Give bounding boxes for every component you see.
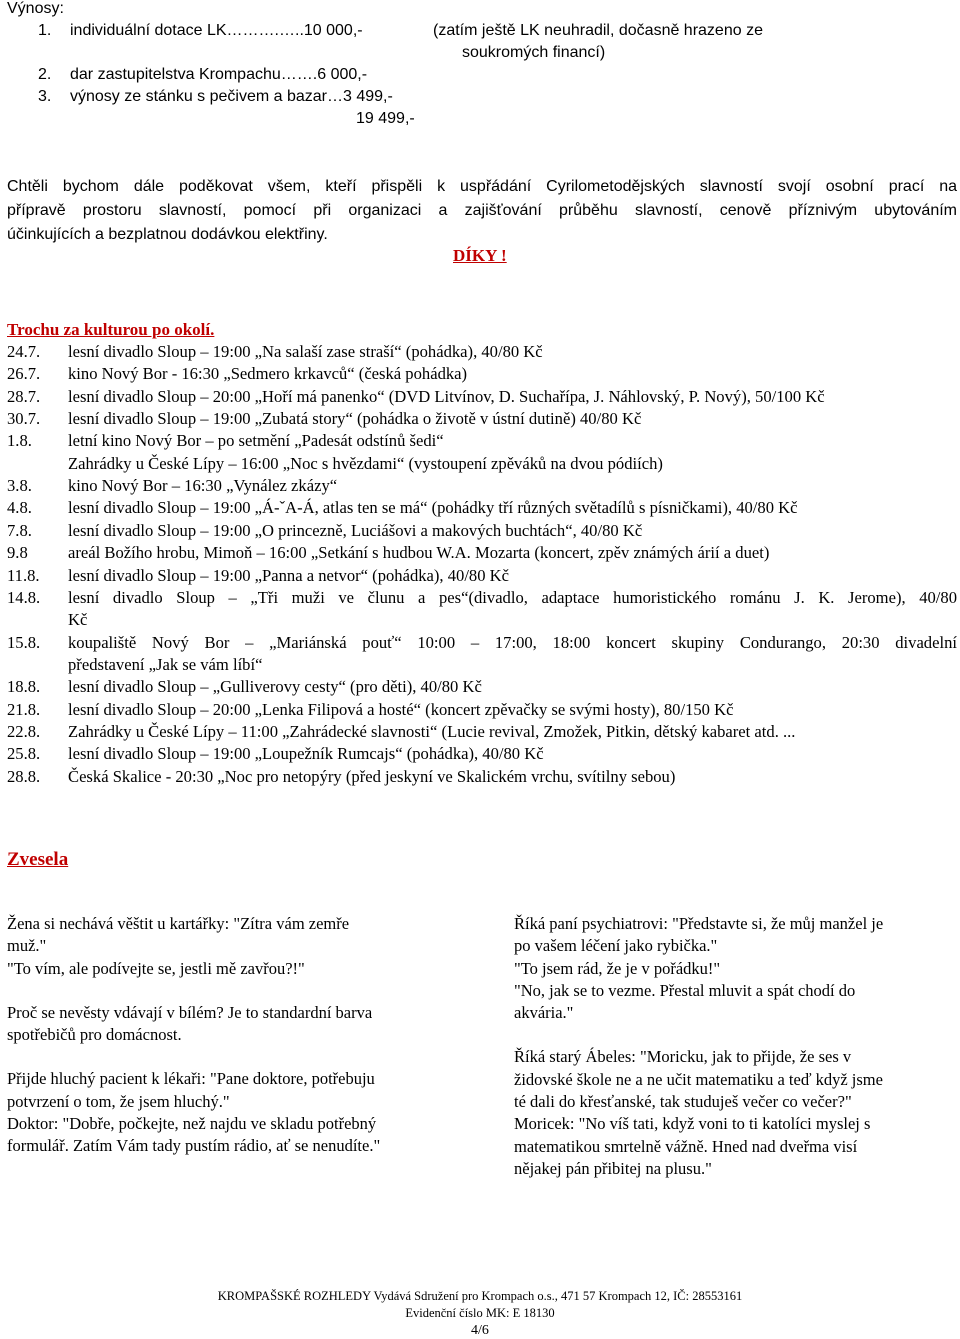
event-date: 30.7.: [7, 409, 41, 429]
joke-line: Doktor: "Dobře, počkejte, než najdu ve skladu potřebný: [7, 1114, 377, 1134]
event-description: lesní divadlo Sloup – 19:00 „Loupežník Rumcajs“ (pohádka), 40/80 Kč: [68, 744, 544, 764]
event-description: lesní divadlo Sloup – „Gulliverovy cesty“ (pro děti), 40/80 Kč: [68, 677, 482, 697]
income-item-2-num: 2.: [38, 66, 52, 83]
joke-line: "To vím, ale podívejte se, jestli mě zavřou?!": [7, 958, 305, 978]
joke-line: "No, jak se to vezme. Přestal mluvit a spát chodí do: [514, 980, 856, 1000]
income-item-1-note: (zatím ještě LK neuhradil, dočasně hrazeno ze: [433, 22, 763, 39]
joke-line: Proč se nevěsty vdávají v bílém? Je to standardní barva: [7, 1002, 373, 1022]
income-item-2: dar zastupitelstva Krompachu…….6 000,-: [70, 66, 368, 83]
income-total: 19 499,-: [356, 110, 415, 127]
event-description: letní kino Nový Bor – po setmění „Padesát odstínů šedi“: [68, 431, 444, 451]
event-date: 18.8.: [7, 677, 41, 697]
joke-line: akvária.": [514, 1003, 574, 1023]
event-description: lesní divadlo Sloup – 19:00 „Á-ˇA-Á, atlas ten se má“ (pohádky tří různých světadílů s písničkami), 40/80 Kč: [68, 498, 798, 518]
event-description: lesní divadlo Sloup – 19:00 „Zubatá story“ (pohádka o životě v ústní dutině) 40/80 Kč: [68, 409, 642, 429]
event-description: lesní divadlo Sloup – 19:00 „Na salaší zase straší“ (pohádka), 40/80 Kč: [68, 342, 543, 361]
event-description: představení „Jak se vám líbí“: [68, 654, 263, 674]
joke-line: po vašem léčení jako rybička.": [514, 936, 718, 956]
joke-line: Říká paní psychiatrovi: "Představte si, že můj manžel je: [514, 914, 884, 933]
event-description: lesní divadlo Sloup – 20:00 „Lenka Filipová a hosté“ (koncert zpěvačky se svými hosty), 80/150 Kč: [68, 699, 734, 719]
joke-line: potvrzení o tom, že jsem hluchý.": [7, 1091, 230, 1111]
event-description: Zahrádky u České Lípy – 11:00 „Zahrádecké slavnosti“ (Lucie revival, Zmožek, Pitkin, dětský kabaret atd. ...: [68, 721, 796, 741]
event-date: 26.7.: [7, 364, 41, 384]
event-description: Česká Skalice - 20:30 „Noc pro netopýry (před jeskyní ve Skalickém vrchu, svítilny sebou): [68, 766, 676, 786]
joke-line: spotřebičů pro domácnost.: [7, 1025, 182, 1045]
event-description: lesní divadlo Sloup – 19:00 „O princezně, Luciášovi a makových buchtách“, 40/80 Kč: [68, 520, 643, 540]
event-date: 15.8.: [7, 632, 41, 652]
thanks-line-3: účinkujících a bezplatnou dodávkou elektřiny.: [7, 226, 328, 243]
jokes-heading: Zvesela: [7, 849, 69, 870]
event-description: lesní divadlo Sloup – 19:00 „Panna a netvor“ (pohádka), 40/80 Kč: [68, 565, 510, 585]
event-date: 4.8.: [7, 498, 32, 518]
joke-line: židovské škole ne a ne učit matematiku a teď když jsme: [514, 1069, 883, 1089]
joke-line: nějakej pán přibitej na plusu.": [514, 1158, 712, 1178]
footer-page-number: 4/6: [471, 1323, 489, 1338]
jokes-left-column: [7, 913, 447, 1158]
event-description: kino Nový Bor - 16:30 „Sedmero krkavců“ (česká pohádka): [68, 364, 468, 384]
footer-registration: Evidenční číslo MK: E 18130: [405, 1306, 555, 1320]
joke-line: "To jsem rád, že je v pořádku!": [514, 958, 721, 978]
joke-line: té dali do křesťanské, tak studuješ večer co večer?": [514, 1092, 852, 1112]
event-description: koupaliště Nový Bor – „Mariánská pouť“ 10:00 – 17:00, 18:00 koncert skupiny Condurango, 20:30 divadelní: [68, 632, 957, 652]
event-date: 28.7.: [7, 386, 41, 406]
thanks-line-1: Chtěli bychom dále poděkovat všem, kteří přispěli k uspřádání Cyrilometodějských slavností svojí osobní prací na: [7, 178, 957, 195]
jokes-right-column: [514, 913, 954, 1180]
income-item-3: výnosy ze stánku s pečivem a bazar…3 499,-: [70, 88, 393, 105]
event-description: lesní divadlo Sloup – 20:00 „Hoří má panenko“ (DVD Litvínov, D. Suchařípa, J. Náhlovský, P. Nový), 50/100 Kč: [68, 386, 825, 406]
joke-line: Říká starý Ábeles: "Moricku, jak to přijde, že ses v: [514, 1047, 852, 1067]
event-date: 1.8.: [7, 431, 32, 451]
event-date: 25.8.: [7, 744, 41, 764]
joke-line: formulář. Zatím Vám tady pustím rádio, ať se nenudíte.": [7, 1136, 381, 1156]
event-description: areál Božího hrobu, Mimoň – 16:00 „Setkání s hudbou W.A. Mozarta (koncert, zpěv známých árií a duet): [68, 543, 770, 563]
event-date: 28.8.: [7, 766, 41, 786]
event-description: kino Nový Bor – 16:30 „Vynález zkázy“: [68, 476, 338, 496]
event-date: 3.8.: [7, 476, 32, 496]
event-date: 9.8: [7, 543, 28, 563]
event-date: 11.8.: [7, 565, 40, 585]
event-date: 7.8.: [7, 520, 32, 540]
event-date: 22.8.: [7, 721, 41, 741]
event-date: 14.8.: [7, 587, 41, 607]
income-item-1: individuální dotace LK……….…..10 000,-: [70, 22, 363, 39]
income-heading: Výnosy:: [7, 0, 64, 17]
income-item-3-num: 3.: [38, 88, 52, 105]
thanks-diky: DÍKY !: [453, 246, 507, 265]
culture-heading: Trochu za kulturou po okolí.: [7, 320, 215, 339]
event-description: Kč: [68, 610, 88, 630]
event-date: 24.7.: [7, 342, 41, 361]
footer-publisher: KROMPAŠSKÉ ROZHLEDY Vydává Sdružení pro Krompach o.s., 471 57 Krompach 12, IČ: 28553161: [217, 1289, 743, 1303]
event-description: Zahrádky u České Lípy – 16:00 „Noc s hvězdami“ (vystoupení zpěváků na dvou pódiích): [68, 453, 663, 473]
thanks-line-2: přípravě prostoru slavností, pomocí při organizaci a zajišťování průběhu slavností, cenově příznivým ubytováním: [7, 202, 957, 219]
joke-line: Přijde hluchý pacient k lékaři: "Pane doktore, potřebuju: [7, 1069, 375, 1089]
event-date: 21.8.: [7, 699, 41, 719]
joke-line: Moricek: "No víš tati, když voni to ti katolíci myslej s: [514, 1114, 871, 1134]
joke-line: Žena si nechává věštit u kartářky: "Zítra vám zemře: [7, 914, 350, 933]
event-description: lesní divadlo Sloup – „Tři muži ve člunu a pes“(divadlo, adaptace humoristického románu J. K. Jerome), 40/80: [68, 587, 957, 607]
joke-line: matematikou smrtelně vážně. Hned nad dveřma visí: [514, 1136, 858, 1156]
income-item-1-note-cont: soukromých financí): [462, 44, 606, 61]
joke-line: muž.": [7, 936, 47, 956]
income-item-1-num: 1.: [38, 22, 52, 39]
